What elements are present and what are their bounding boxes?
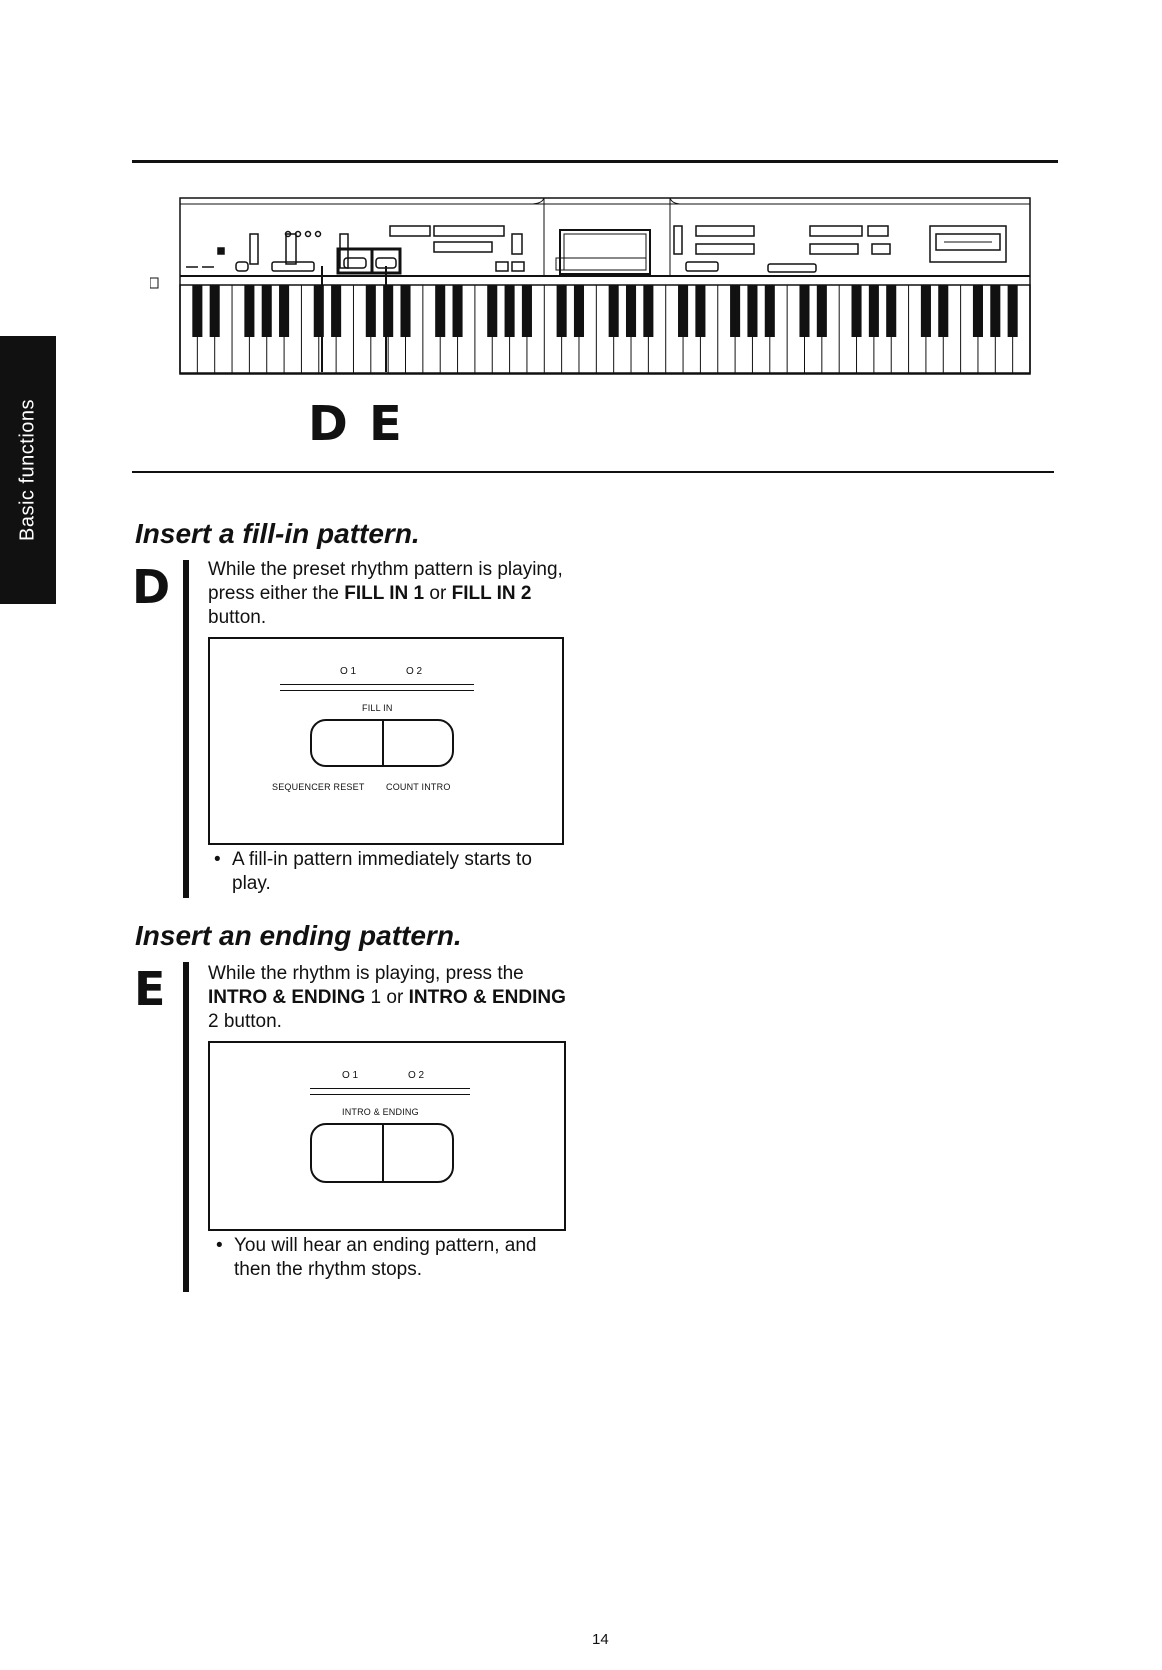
black-key xyxy=(609,285,619,337)
black-key xyxy=(765,285,775,337)
fill-in-2-label: FILL IN 2 xyxy=(451,583,532,604)
keyboard-illustration xyxy=(150,192,1040,392)
black-key xyxy=(921,285,931,337)
step-e-letter: E xyxy=(134,962,166,1016)
black-key xyxy=(574,285,584,337)
panel-divider xyxy=(280,690,474,691)
fill-in-panel xyxy=(208,637,564,845)
step-d-bar xyxy=(183,560,189,898)
sequencer-reset-label: SEQUENCER RESET xyxy=(272,782,365,792)
side-section-tab xyxy=(0,336,56,604)
black-key xyxy=(366,285,376,337)
page-number: 14 xyxy=(592,1631,609,1648)
section-rule xyxy=(132,471,1054,473)
intro-ending-title: INTRO & ENDING xyxy=(342,1107,419,1117)
black-key xyxy=(331,285,341,337)
black-key xyxy=(938,285,948,337)
black-key xyxy=(695,285,705,337)
intro-ending-2-button[interactable] xyxy=(382,1123,454,1183)
bullet-dot: • xyxy=(214,849,221,870)
black-key xyxy=(1008,285,1018,337)
black-key xyxy=(262,285,272,337)
black-key xyxy=(487,285,497,337)
step-d-letter: D xyxy=(132,560,171,614)
intro-ending-1-label: INTRO & ENDING xyxy=(208,987,366,1008)
led-1-indicator: O 1 xyxy=(342,1070,359,1081)
led-2-indicator: O 2 xyxy=(406,666,423,677)
black-key xyxy=(210,285,220,337)
black-key xyxy=(435,285,445,337)
black-key xyxy=(990,285,1000,337)
black-key xyxy=(643,285,653,337)
instruction-text: 1 or xyxy=(365,987,409,1008)
led-1-indicator: O 1 xyxy=(340,666,357,677)
black-key xyxy=(522,285,532,337)
step-d-instruction xyxy=(208,558,578,630)
panel-divider xyxy=(310,1088,470,1089)
instruction-text: While the preset rhythm pattern is playing, press either the xyxy=(208,559,563,604)
side-section-tab-label: Basic functions xyxy=(16,398,39,542)
black-key xyxy=(747,285,757,337)
intro-ending-2-label: INTRO & ENDING xyxy=(408,987,566,1008)
black-key xyxy=(852,285,862,337)
black-key xyxy=(817,285,827,337)
step-d-note xyxy=(214,848,572,896)
black-key xyxy=(869,285,879,337)
bullet-dot: • xyxy=(216,1235,223,1256)
intro-ending-panel xyxy=(208,1041,566,1231)
step-e-note xyxy=(216,1234,574,1282)
intro-ending-1-button[interactable] xyxy=(310,1123,384,1183)
black-key xyxy=(730,285,740,337)
panel-divider xyxy=(280,684,474,685)
instruction-text: 2 button. xyxy=(208,1011,282,1032)
black-key xyxy=(678,285,688,337)
black-key xyxy=(799,285,809,337)
step-d-note-text: A fill-in pattern immediately starts to play. xyxy=(232,849,532,894)
callout-d: D xyxy=(308,396,348,452)
black-key xyxy=(453,285,463,337)
black-key xyxy=(505,285,515,337)
instruction-text: or xyxy=(424,583,452,604)
section-d-heading: Insert a fill-in pattern. xyxy=(135,518,420,549)
black-key xyxy=(314,285,324,337)
fill-in-2-button[interactable] xyxy=(382,719,454,767)
black-key xyxy=(400,285,410,337)
black-key xyxy=(244,285,254,337)
top-rule xyxy=(132,160,1058,163)
black-key xyxy=(383,285,393,337)
callout-e: E xyxy=(369,396,402,452)
panel-divider xyxy=(310,1094,470,1095)
black-key xyxy=(973,285,983,337)
section-e-heading: Insert an ending pattern. xyxy=(135,920,462,951)
led-2-indicator: O 2 xyxy=(408,1070,425,1081)
black-key xyxy=(279,285,289,337)
black-key xyxy=(626,285,636,337)
fill-in-1-button[interactable] xyxy=(310,719,384,767)
instruction-text: button. xyxy=(208,607,267,628)
black-key xyxy=(886,285,896,337)
step-e-note-text: You will hear an ending pattern, and then the rhythm stops. xyxy=(234,1235,537,1280)
step-e-bar xyxy=(183,962,189,1292)
fill-in-1-label: FILL IN 1 xyxy=(344,583,425,604)
step-e-instruction xyxy=(208,962,578,1034)
instruction-text: While the rhythm is playing, press the xyxy=(208,963,524,984)
fill-in-title: FILL IN xyxy=(362,703,393,713)
black-key xyxy=(192,285,202,337)
black-key xyxy=(557,285,567,337)
count-intro-label: COUNT INTRO xyxy=(386,782,451,792)
